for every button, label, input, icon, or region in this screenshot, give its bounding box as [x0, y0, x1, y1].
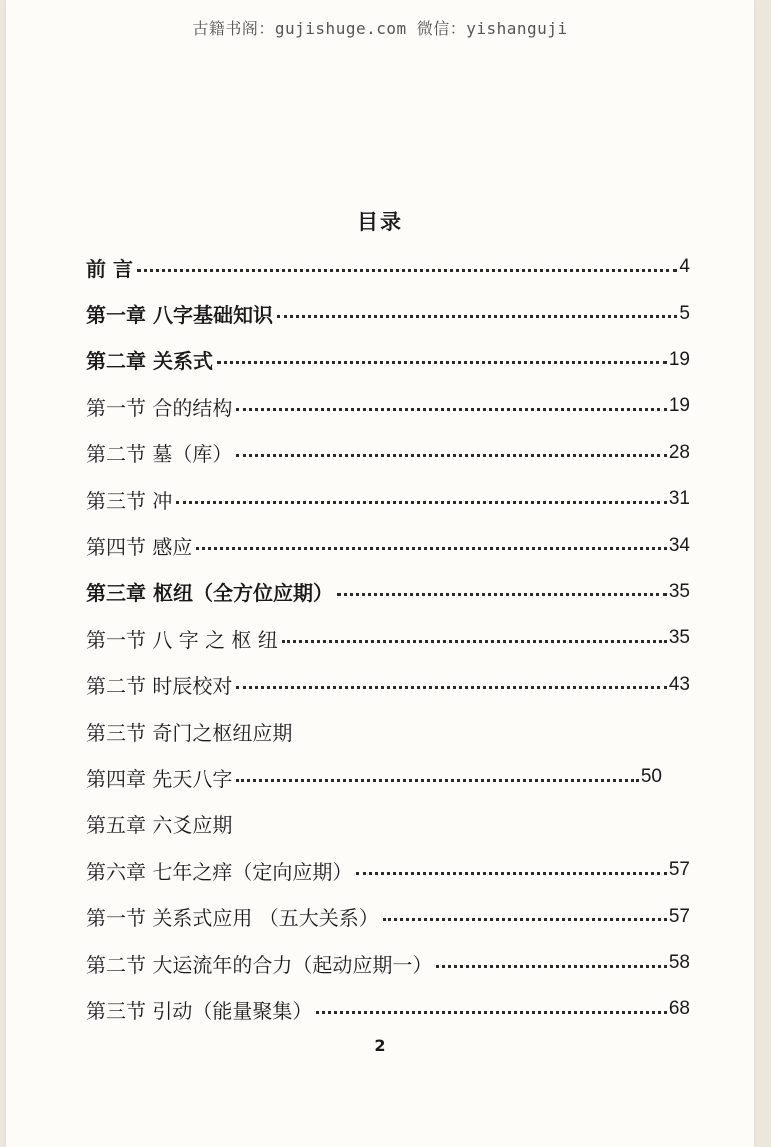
- dot-leader: [137, 269, 677, 272]
- dot-leader: [217, 361, 667, 364]
- dot-leader: [176, 501, 667, 504]
- toc-entry: [86, 615, 690, 661]
- toc-entry-page: 31: [668, 488, 690, 510]
- toc-entry-label: 第二节 时辰校对: [86, 674, 233, 699]
- dot-leader: [383, 918, 667, 921]
- toc-entry-label: 第五章 六爻应期: [86, 813, 233, 838]
- toc-entry: [86, 893, 690, 939]
- dot-leader: [282, 640, 667, 643]
- toc-entry-page: 5: [679, 302, 690, 324]
- toc-entry-label: 第三节 奇门之枢纽应期: [86, 720, 293, 745]
- toc-entry-page: 68: [668, 998, 690, 1020]
- toc-entry-label: 第四节 感应: [86, 535, 193, 560]
- dot-leader: [316, 1011, 667, 1014]
- toc-entry-page: 19: [668, 395, 690, 417]
- toc-entry-page: 35: [668, 627, 690, 649]
- toc-entry: [86, 801, 690, 847]
- toc-entry-page: 58: [668, 952, 690, 974]
- dot-leader: [236, 779, 639, 782]
- table-of-contents: [86, 244, 690, 1033]
- toc-entry-label: 第六章 七年之痒（定向应期）: [86, 859, 353, 884]
- toc-entry-label: 第三节 引动（能量聚集）: [86, 998, 313, 1023]
- toc-entry-label: 第二节 墓（库）: [86, 442, 233, 467]
- toc-entry-label: 第三节 冲: [86, 488, 173, 513]
- toc-entry-label: 第一节 八 字 之 枢 纽: [86, 627, 278, 652]
- dot-leader: [236, 408, 667, 411]
- toc-entry: [86, 847, 690, 893]
- toc-entry-label: 第四章 先天八字: [86, 766, 233, 791]
- toc-entry-page: 19: [668, 348, 690, 370]
- toc-entry-label: 第一章 八字基础知识: [86, 303, 273, 328]
- toc-entry: [86, 244, 690, 290]
- toc-entry-page: 34: [668, 534, 690, 556]
- toc-entry: [86, 986, 690, 1032]
- toc-entry: [86, 754, 662, 800]
- toc-entry-label: 第二节 大运流年的合力（起动应期一）: [86, 952, 433, 977]
- toc-entry-page: 50: [640, 766, 662, 788]
- toc-entry: [86, 708, 690, 754]
- toc-entry-page: 28: [668, 441, 690, 463]
- toc-entry: [86, 569, 690, 615]
- toc-entry-label: 第二章 关系式: [86, 349, 213, 374]
- page-number: 2: [374, 1036, 386, 1055]
- toc-entry-page: 57: [668, 905, 690, 927]
- dot-leader: [277, 315, 677, 318]
- toc-title: 目录: [357, 210, 403, 234]
- watermark-text: 古籍书阁：gujishuge.com 微信：yishanguji: [192, 19, 568, 38]
- toc-entry: [86, 430, 690, 476]
- dot-leader: [356, 872, 667, 875]
- dot-leader: [436, 965, 667, 968]
- document-page: [6, 0, 754, 1147]
- toc-entry-page: 4: [679, 256, 690, 278]
- toc-entry: [86, 476, 690, 522]
- toc-entry: [86, 290, 690, 336]
- toc-entry-label: 第三章 枢纽（全方位应期）: [86, 581, 333, 606]
- toc-entry-label: 第一节 合的结构: [86, 395, 233, 420]
- toc-entry: [86, 940, 690, 986]
- dot-leader: [196, 547, 667, 550]
- toc-entry: [86, 337, 690, 383]
- toc-entry: [86, 383, 690, 429]
- toc-entry: [86, 662, 690, 708]
- toc-entry-label: 前 言: [86, 256, 133, 281]
- dot-leader: [337, 593, 667, 596]
- dot-leader: [236, 454, 667, 457]
- toc-entry-page: 35: [668, 580, 690, 602]
- toc-entry-page: 43: [668, 673, 690, 695]
- toc-entry: [86, 522, 690, 568]
- toc-entry-label: 第一节 关系式应用 （五大关系）: [86, 906, 379, 931]
- dot-leader: [236, 686, 667, 689]
- toc-entry-page: 57: [668, 859, 690, 881]
